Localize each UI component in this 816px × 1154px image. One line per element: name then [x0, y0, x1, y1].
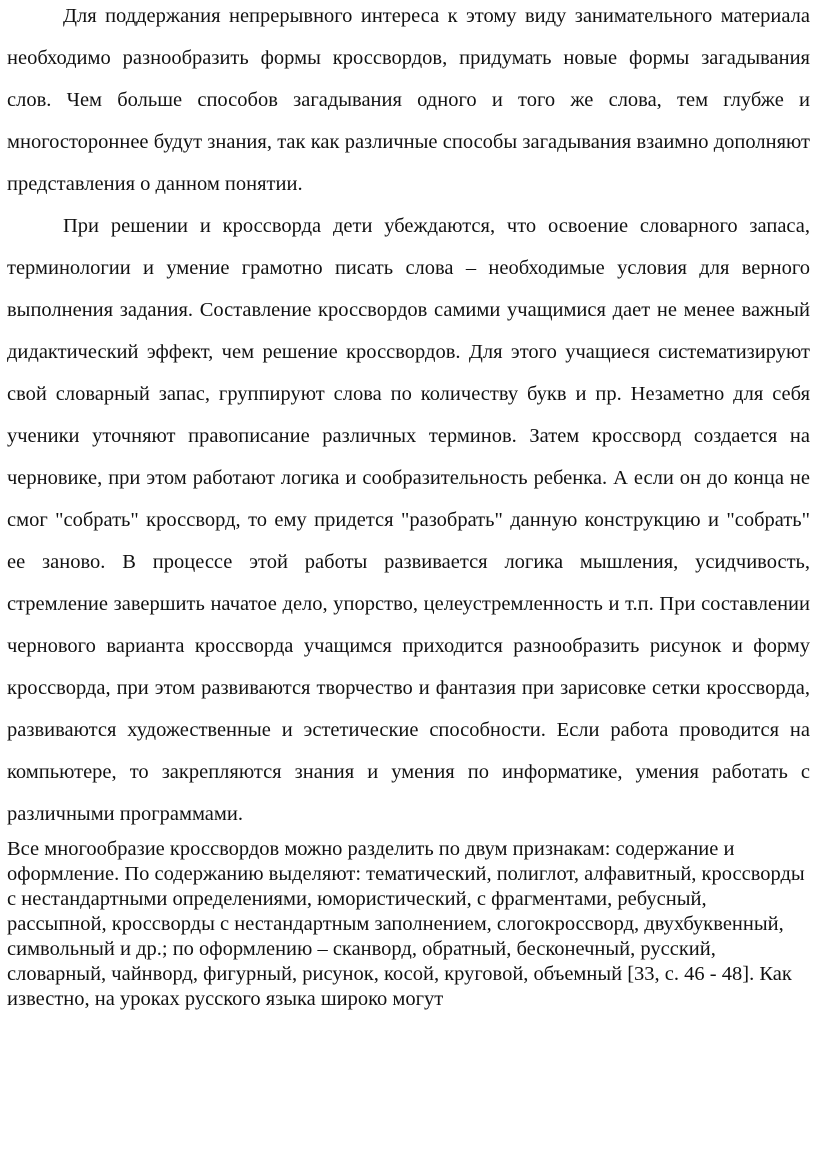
paragraph-crossword-types: Все многообразие кроссвордов можно разделить по двум признакам: содержание и оформление. По содержанию выделяют: тематический, полиглот, алфавитный, кроссворды с нестандартными определениями, юмористический, с фрагментами, ребусный, рассыпной, кроссворды с нестандартным заполнением, слогокроссворд, двухбуквенный, символьный и др.; по оформлению – сканворд, обратный, бесконечный, русский, словарный, чайнворд, фигурный, рисунок, косой, круговой, объемный [33, с. 46 - 48]. Как известно, на уроках русского языка широко могут: [7, 838, 805, 1010]
paragraph-crossword-compilation: При решении и кроссворда дети убеждаются, что освоение словарного запаса, терминологии и умение грамотно писать слова – необходимые условия для верного выполнения задания. Составление кроссвордов самими учащимися дает не менее важный дидактический эффект, чем решение кроссвордов. Для этого учащиеся систематизируют свой словарный запас, группируют слова по количеству букв и пр. Незаметно для себя ученики уточняют правописание различных терминов. Затем кроссворд создается на черновике, при этом работают логика и сообразительность ребенка. А если он до конца не смог "собрать" кроссворд, то ему придется "разобрать" данную конструкцию и "собрать" ее заново. В процессе этой работы развивается логика мышления, усидчивость, стремление завершить начатое дело, упорство, целеустремленность и т.п. При составлении чернового варианта кроссворда учащимся приходится разнообразить рисунок и форму кроссворда, при этом развиваются творчество и фантазия при зарисовке сетки кроссворда, развиваются художественные и эстетические способности. Если работа проводится на компьютере, то закрепляются знания и умения по информатике, умения работать с различными программами.: [7, 215, 810, 825]
paragraph-crossword-interest: Для поддержания непрерывного интереса к этому виду занимательного материала необходимо разнообразить формы кроссвордов, придумать новые формы загадывания слов. Чем больше способов загадывания одного и того же слова, тем глубже и многостороннее будут знания, так как различные способы загадывания взаимно дополняют представления о данном понятии.: [7, 5, 810, 195]
